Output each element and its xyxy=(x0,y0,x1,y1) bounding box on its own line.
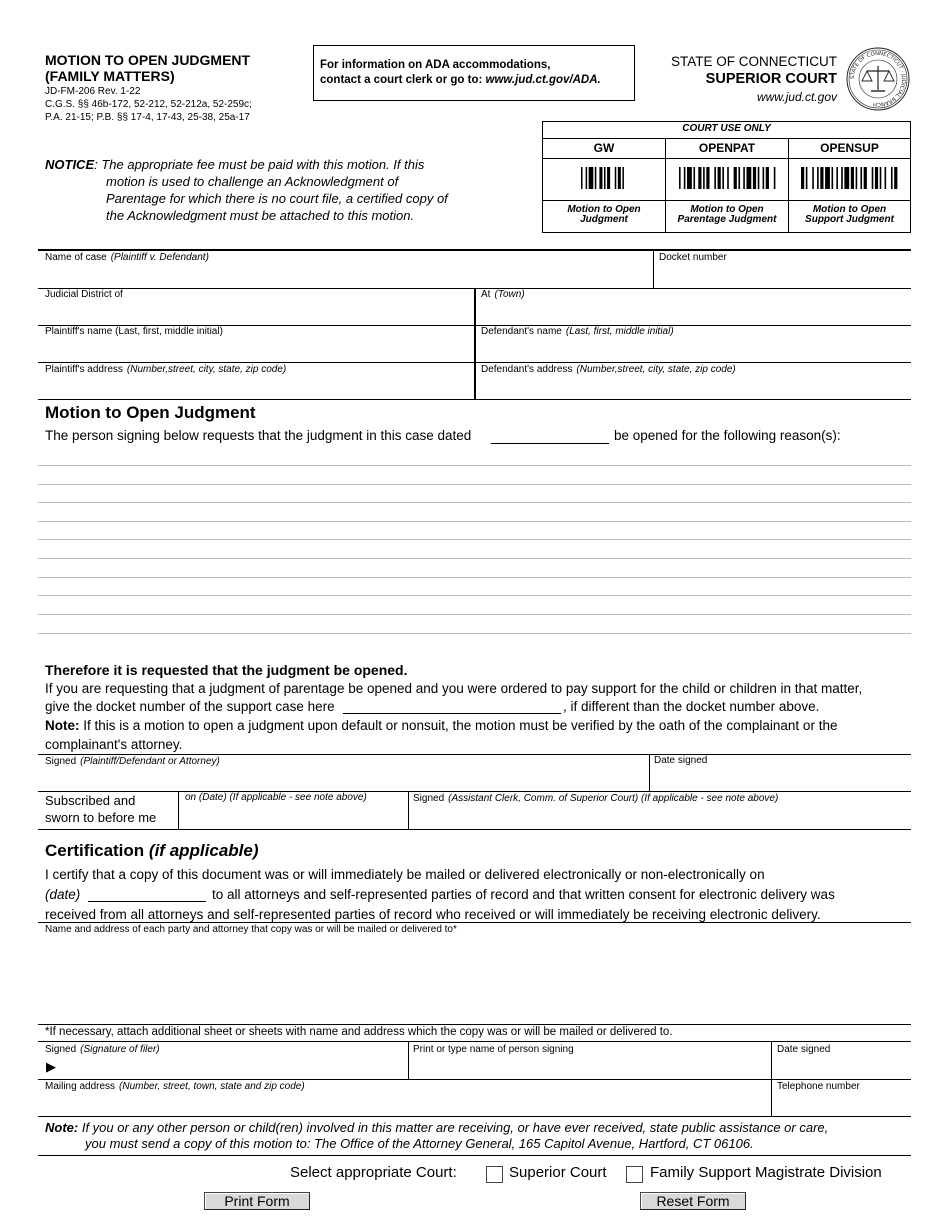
request-text: The person signing below requests that the judgment in this case dated xyxy=(45,428,472,443)
sworn-date-field[interactable] xyxy=(181,805,405,827)
note-line1: If this is a motion to open a judgment upon default or nonsuit, the motion must be verified by the oath of the complainant or the xyxy=(79,718,838,733)
notice-line4: the Acknowledgment must be attached to this motion. xyxy=(106,208,415,223)
notice-label: NOTICE xyxy=(45,157,95,172)
telephone-label: Telephone number xyxy=(777,1081,860,1092)
state-seal-icon xyxy=(845,46,911,112)
print-name-field[interactable] xyxy=(411,1056,768,1077)
recipients-label: Name and address of each party and attorney that copy was or will be mailed or delivered to* xyxy=(45,924,457,935)
filer-signed-hint: (Signature of filer) xyxy=(80,1044,160,1055)
notice-line2: motion is used to challenge an Acknowledgment of xyxy=(106,174,399,189)
cert-date-field[interactable] xyxy=(88,885,206,902)
code-openpat: OPENPAT xyxy=(698,141,756,155)
defendant-name-field[interactable] xyxy=(478,338,908,360)
plaintiff-address-field[interactable] xyxy=(40,376,470,398)
date-signed-field[interactable] xyxy=(652,768,908,789)
at-label: At xyxy=(481,289,491,300)
filer-signed-label: Signed xyxy=(45,1044,77,1055)
date-signed-label: Date signed xyxy=(654,755,708,766)
statutes-line1: C.G.S. §§ 46b-172, 52-212, 52-212a, 52-259c; xyxy=(45,99,252,110)
court-name: SUPERIOR COURT xyxy=(705,71,837,87)
footer-note-line2: you must send a copy of this motion to: The Office of the Attorney General, 165 Capitol Avenue, Hartford, CT 06106. xyxy=(85,1136,754,1151)
ada-line1: For information on ADA accommodations, xyxy=(320,59,551,71)
sworn-line2: sworn to before me xyxy=(45,810,157,825)
note-label: Note: xyxy=(45,718,80,733)
certification-heading-note: (if applicable) xyxy=(148,841,259,860)
name-of-case-label: Name of case xyxy=(45,252,107,263)
docket-number-label: Docket number xyxy=(659,252,727,263)
mailing-address-hint: (Number, street, town, state and zip code) xyxy=(119,1081,305,1092)
ada-link[interactable]: www.jud.ct.gov/ADA. xyxy=(485,74,601,86)
cert-date-label: (date) xyxy=(45,887,81,902)
plaintiff-address-label: Plaintiff's address xyxy=(45,364,123,375)
on-date-label: on (Date) (If applicable - see note above) xyxy=(185,792,367,803)
judicial-district-field[interactable] xyxy=(40,301,470,323)
form-subtitle: (FAMILY MATTERS) xyxy=(45,68,175,84)
support-line1: If you are requesting that a judgment of parentage be opened and you were ordered to pay support for the child or children in that matter, xyxy=(45,681,863,696)
footer-note-line1: If you or any other person or child(ren) involved in this matter are receiving, or have ever received, state public assistance or care, xyxy=(78,1120,829,1135)
court-website: www.jud.ct.gov xyxy=(756,90,837,104)
form-title: MOTION TO OPEN JUDGMENT xyxy=(45,52,251,68)
name-of-case-hint: (Plaintiff v. Defendant) xyxy=(110,252,209,263)
support-line2-suffix: , if different than the docket number above. xyxy=(563,699,820,714)
cert-date-signed-field[interactable] xyxy=(774,1056,908,1077)
plaintiff-name-label: Plaintiff's name (Last, first, middle initial) xyxy=(45,326,223,337)
defendant-address-label: Defendant's address xyxy=(481,364,573,375)
barcode-openpat xyxy=(679,167,777,189)
notice-line3: Parentage for which there is no court file, a certified copy of xyxy=(106,191,448,206)
cert-line3: received from all attorneys and self-represented parties of record who received or will immediately be receiving electronic delivery. xyxy=(45,907,821,922)
court-use-table xyxy=(542,121,911,233)
request-suffix: be opened for the following reason(s): xyxy=(614,428,841,443)
superior-court-checkbox[interactable] xyxy=(486,1166,503,1183)
attach-note: *If necessary, attach additional sheet or sheets with name and address which the copy was or will be mailed or delivered to. xyxy=(45,1026,673,1038)
code-gw: GW xyxy=(593,141,615,155)
cert-date-signed-label: Date signed xyxy=(777,1044,831,1055)
arrow-right-icon: ▶ xyxy=(46,1059,56,1074)
barcode-opensup xyxy=(801,167,899,189)
svg-text:STATE OF CONNECTICUT · JUDICIA: STATE OF CONNECTICUT · JUDICIAL BRANCH xyxy=(849,50,907,108)
defendant-name-hint: (Last, first, middle initial) xyxy=(565,326,674,337)
desc-opensup-1: Motion to Open xyxy=(812,204,887,215)
barcode-gw xyxy=(581,167,627,189)
clerk-signature-field[interactable] xyxy=(411,806,908,827)
sworn-line1: Subscribed and xyxy=(45,793,136,808)
plaintiff-name-field[interactable] xyxy=(40,338,470,360)
footer-note-label: Note: xyxy=(45,1120,79,1135)
print-name-label: Print or type name of person signing xyxy=(413,1044,574,1055)
at-hint: (Town) xyxy=(494,289,525,300)
support-docket-field[interactable] xyxy=(343,698,561,714)
reset-form-button[interactable]: Reset Form xyxy=(640,1192,746,1210)
name-of-case-field[interactable] xyxy=(40,264,650,286)
judicial-district-label: Judicial District of xyxy=(45,289,123,300)
town-field[interactable] xyxy=(478,301,908,323)
recipients-field[interactable] xyxy=(40,937,908,1021)
code-opensup: OPENSUP xyxy=(820,141,879,155)
clerk-signed-hint: (Assistant Clerk, Comm. of Superior Court) (If applicable - see note above) xyxy=(448,793,779,804)
desc-openpat-2: Parentage Judgment xyxy=(677,214,777,225)
statutes-line2: P.A. 21-15; P.B. §§ 17-4, 17-43, 25-38, 25a-17 xyxy=(45,112,250,123)
judgment-date-field[interactable] xyxy=(491,428,609,444)
telephone-field[interactable] xyxy=(774,1093,908,1114)
desc-gw-2: Judgment xyxy=(580,214,628,225)
desc-opensup-2: Support Judgment xyxy=(805,214,894,225)
state-name: STATE OF CONNECTICUT xyxy=(671,54,837,69)
ada-line2: contact a court clerk or go to: xyxy=(320,74,486,86)
cert-line1: I certify that a copy of this document was or will immediately be mailed or delivered electronically or non-electronically on xyxy=(45,867,765,882)
note-line2: complainant's attorney. xyxy=(45,737,183,752)
form-id: JD-FM-206 Rev. 1-22 xyxy=(45,86,141,97)
support-line2: give the docket number of the support case here xyxy=(45,699,335,714)
docket-number-field[interactable] xyxy=(656,264,908,286)
select-court-label: Select appropriate Court: xyxy=(290,1164,457,1181)
desc-gw-1: Motion to Open xyxy=(567,204,641,215)
signed-label: Signed xyxy=(45,756,77,767)
superior-court-label: Superior Court xyxy=(509,1164,607,1181)
defendant-name-label: Defendant's name xyxy=(481,326,562,337)
signature-field[interactable] xyxy=(40,768,646,789)
reasons-field[interactable] xyxy=(38,446,911,634)
certification-heading: Certification xyxy=(45,841,145,860)
defendant-address-field[interactable] xyxy=(478,376,908,398)
clerk-signed-label: Signed xyxy=(413,793,445,804)
print-form-button[interactable]: Print Form xyxy=(204,1192,310,1210)
therefore-text: Therefore it is requested that the judgment be opened. xyxy=(45,662,408,678)
mailing-address-label: Mailing address xyxy=(45,1081,116,1092)
family-support-label: Family Support Magistrate Division xyxy=(650,1164,882,1181)
notice-line1: : The appropriate fee must be paid with this motion. If this xyxy=(94,157,425,172)
desc-openpat-1: Motion to Open xyxy=(690,204,764,215)
ada-box xyxy=(313,45,635,101)
mailing-address-field[interactable] xyxy=(40,1093,768,1114)
signed-hint: (Plaintiff/Defendant or Attorney) xyxy=(80,756,220,767)
filer-signature-field[interactable] xyxy=(62,1056,405,1077)
defendant-address-hint: (Number,street, city, state, zip code) xyxy=(576,364,736,375)
motion-heading: Motion to Open Judgment xyxy=(45,403,256,422)
family-support-checkbox[interactable] xyxy=(626,1166,643,1183)
cert-line2: to all attorneys and self-represented parties of record and that written consent for electronic delivery was xyxy=(212,887,835,902)
plaintiff-address-hint: (Number,street, city, state, zip code) xyxy=(126,364,287,375)
court-use-title: COURT USE ONLY xyxy=(682,123,771,134)
